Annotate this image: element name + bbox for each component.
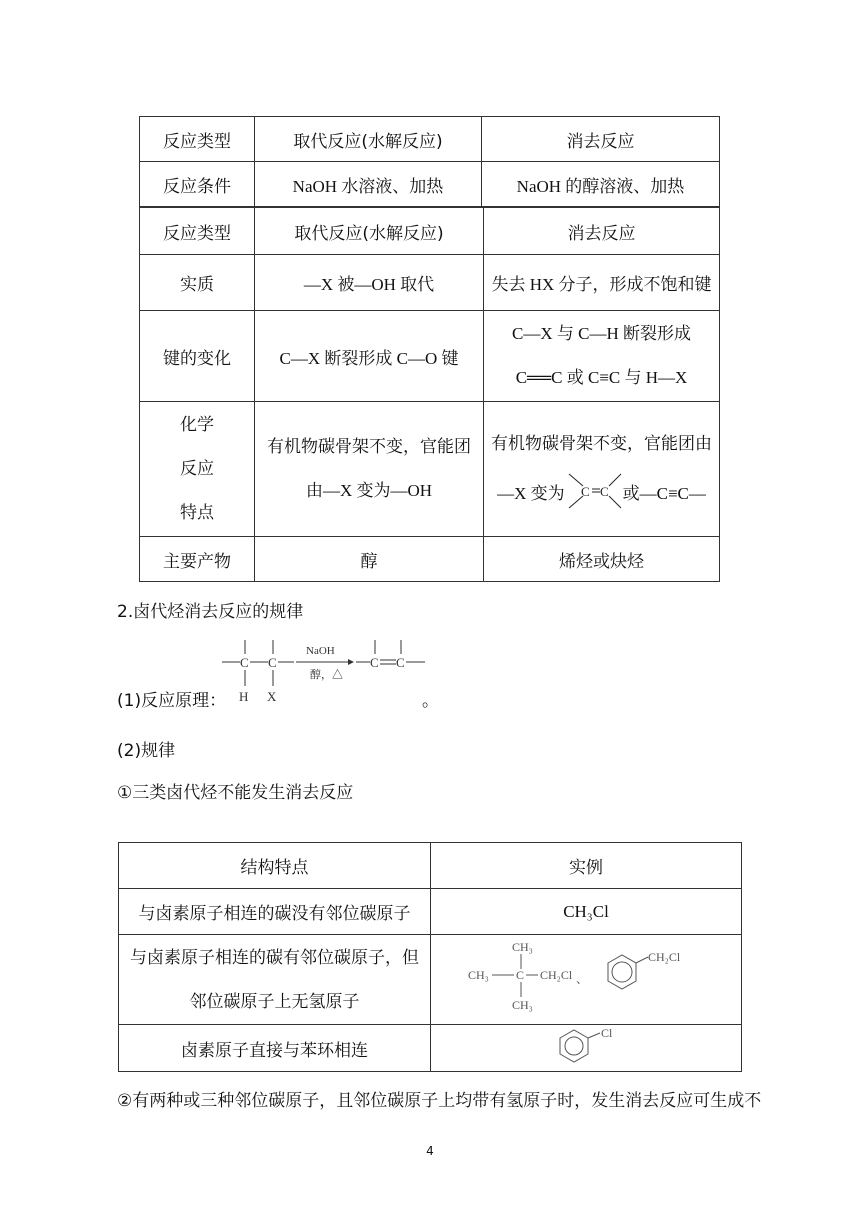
cell-line: C—X 与 C—H 断裂形成: [512, 324, 691, 343]
table-cell: 反应类型: [140, 208, 255, 255]
reagent-label: NaOH: [306, 645, 335, 657]
svg-text:C: C: [396, 655, 405, 670]
table-cell: —X 被—OH 取代: [255, 255, 484, 311]
table-cell: 实例: [431, 843, 742, 889]
section-title: 2.卤代烃消去反应的规律: [117, 602, 304, 622]
cell-line: 与卤素原子相连的碳有邻位碳原子，但: [130, 947, 419, 968]
rule-label: (2)规律: [117, 741, 176, 761]
table-no-elimination: [118, 842, 742, 1072]
rule-1: ①三类卤代烃不能发生消去反应: [117, 783, 354, 803]
principle-label: (1)反应原理：: [117, 691, 227, 711]
svg-text:Cl: Cl: [601, 1026, 613, 1040]
rule-2: ②有两种或三种邻位碳原子，且邻位碳原子上均带有氢原子时，发生消去反应可生成不: [117, 1091, 762, 1111]
table-cell: 失去 HX 分子，形成不饱和键: [484, 255, 720, 311]
table-cell: 反应类型: [140, 117, 255, 162]
cell-text: 或—C≡C—: [622, 483, 706, 503]
svg-text:CH₂Cl: CH₂Cl: [540, 968, 573, 982]
cell-line: 有机物碳骨架不变，官能团: [267, 437, 471, 456]
table-cell: 键的变化: [140, 311, 255, 402]
table-row: [140, 255, 720, 311]
table-cell: [431, 935, 742, 1025]
elimination-equation-diagram: [220, 634, 430, 706]
table-reaction-comparison: [139, 207, 720, 582]
cell-text: —X 变为: [497, 483, 565, 503]
svg-text:CH₃: CH₃: [512, 998, 533, 1012]
cell-line: C══C 或 C≡C 与 H—X: [515, 368, 688, 387]
table-row: [140, 537, 720, 582]
table-cell: 消去反应: [484, 208, 720, 255]
table-cell: 烯烃或炔烃: [484, 537, 720, 582]
table-row: [140, 402, 720, 537]
table-cell: [484, 311, 720, 402]
table-cell: 消去反应: [482, 117, 720, 162]
svg-text:H: H: [239, 689, 249, 704]
table-cell: 结构特点: [119, 843, 431, 889]
table-cell: 与卤素原子相连的碳没有邻位碳原子: [119, 889, 431, 935]
table-row: [140, 162, 720, 207]
svg-text:CH₃: CH₃: [468, 968, 489, 982]
table-row: [119, 935, 742, 1025]
table-cell: [255, 402, 484, 537]
chlorobenzene-structure: [546, 1027, 626, 1065]
svg-text:C: C: [516, 968, 525, 982]
table-cell: [140, 402, 255, 537]
cell-line: 邻位碳原子上无氢原子: [189, 991, 360, 1012]
cell-line: 反应: [180, 459, 214, 479]
table-row: [119, 889, 742, 935]
period-mark: 。: [422, 691, 439, 711]
table-cell: C—X 断裂形成 C—O 键: [255, 311, 484, 402]
svg-text:C: C: [370, 655, 379, 670]
table-cell: NaOH 的醇溶液、加热: [482, 162, 720, 207]
table-conditions: [139, 116, 720, 207]
alkene-structure-icon: [565, 468, 623, 514]
table-cell: 取代反应(水解反应): [255, 208, 484, 255]
cell-line: 化学: [180, 415, 214, 435]
table-row: [140, 208, 720, 255]
cell-line: [484, 466, 719, 516]
table-cell: 卤素原子直接与苯环相连: [119, 1025, 431, 1072]
page-number: 4: [426, 1144, 434, 1158]
neopentyl-benzyl-chloride-structures: [466, 937, 706, 1017]
svg-text:C: C: [599, 484, 609, 499]
table-row: [140, 117, 720, 162]
svg-text:CH₃: CH₃: [512, 940, 533, 954]
table-cell: 取代反应(水解反应): [255, 117, 482, 162]
table-row: [119, 1025, 742, 1072]
svg-text:C: C: [240, 655, 249, 670]
table-cell: 实质: [140, 255, 255, 311]
table-row: [140, 311, 720, 402]
table-cell: 反应条件: [140, 162, 255, 207]
svg-text:C: C: [580, 484, 590, 499]
cell-line: 有机物碳骨架不变，官能团由: [491, 434, 712, 453]
table-cell: NaOH 水溶液、加热: [255, 162, 482, 207]
svg-text:CH₂Cl: CH₂Cl: [648, 950, 681, 964]
condition-label: 醇，△: [310, 669, 343, 681]
cell-line: 由—X 变为—OH: [305, 481, 433, 500]
table-cell: [484, 402, 720, 537]
svg-text:、: 、: [576, 972, 589, 986]
svg-text:C: C: [268, 655, 277, 670]
table-cell: [119, 935, 431, 1025]
table-cell: CH₃Cl: [431, 889, 742, 935]
table-cell: [431, 1025, 742, 1072]
cell-line: 特点: [180, 503, 214, 523]
table-cell: 醇: [255, 537, 484, 582]
table-cell: 主要产物: [140, 537, 255, 582]
svg-text:X: X: [267, 689, 277, 704]
table-row: [119, 843, 742, 889]
